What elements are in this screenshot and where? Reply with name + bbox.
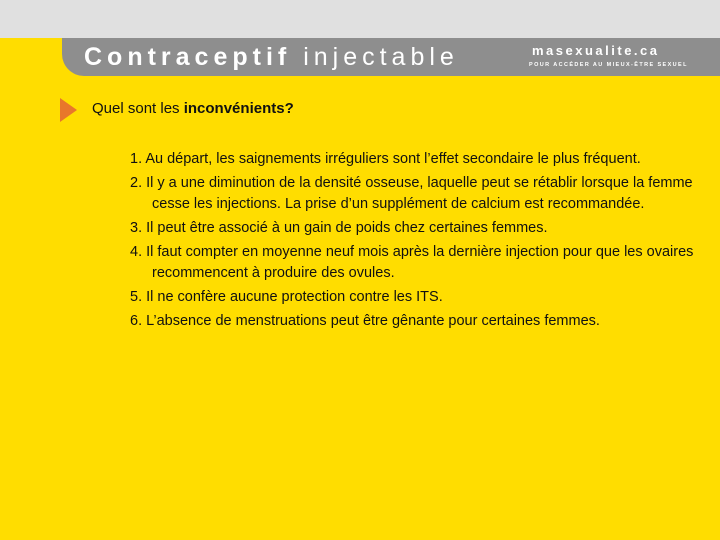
list-item: 5. Il ne confère aucune protection contre les ITS. — [130, 289, 443, 305]
list-item: 2. Il y a une diminution de la densité osseuse, laquelle peut se rétablir lorsque la femme cesse les injections. La prise d’un supplément de calcium est recommandée. — [130, 175, 693, 212]
slide-title — [84, 43, 459, 71]
question-bold: inconvénients? — [183, 100, 294, 117]
section-question — [92, 100, 294, 117]
list-item: 4. Il faut compter en moyenne neuf mois après la dernière injection pour que les ovaires recommencent à produire des ovules. — [130, 244, 694, 281]
list-item: 6. L’absence de menstruations peut être gênante pour certaines femmes. — [130, 313, 600, 329]
title-rest: injectable — [303, 43, 459, 71]
title-bold: Contraceptif — [84, 43, 292, 71]
question-prefix: Quel sont les — [92, 100, 184, 117]
top-strip — [0, 0, 720, 38]
drawbacks-list — [130, 149, 700, 335]
list-item: 3. Il peut être associé à un gain de poids chez certaines femmes. — [130, 220, 548, 236]
brand-tagline: POUR ACCÉDER AU MIEUX-ÊTRE SEXUEL — [529, 62, 688, 68]
brand-logo-text: masexualite.ca — [532, 43, 660, 58]
list-item: 1. Au départ, les saignements irréguliers sont l’effet secondaire le plus fréquent. — [130, 151, 641, 167]
arrow-bullet-icon — [60, 98, 77, 122]
